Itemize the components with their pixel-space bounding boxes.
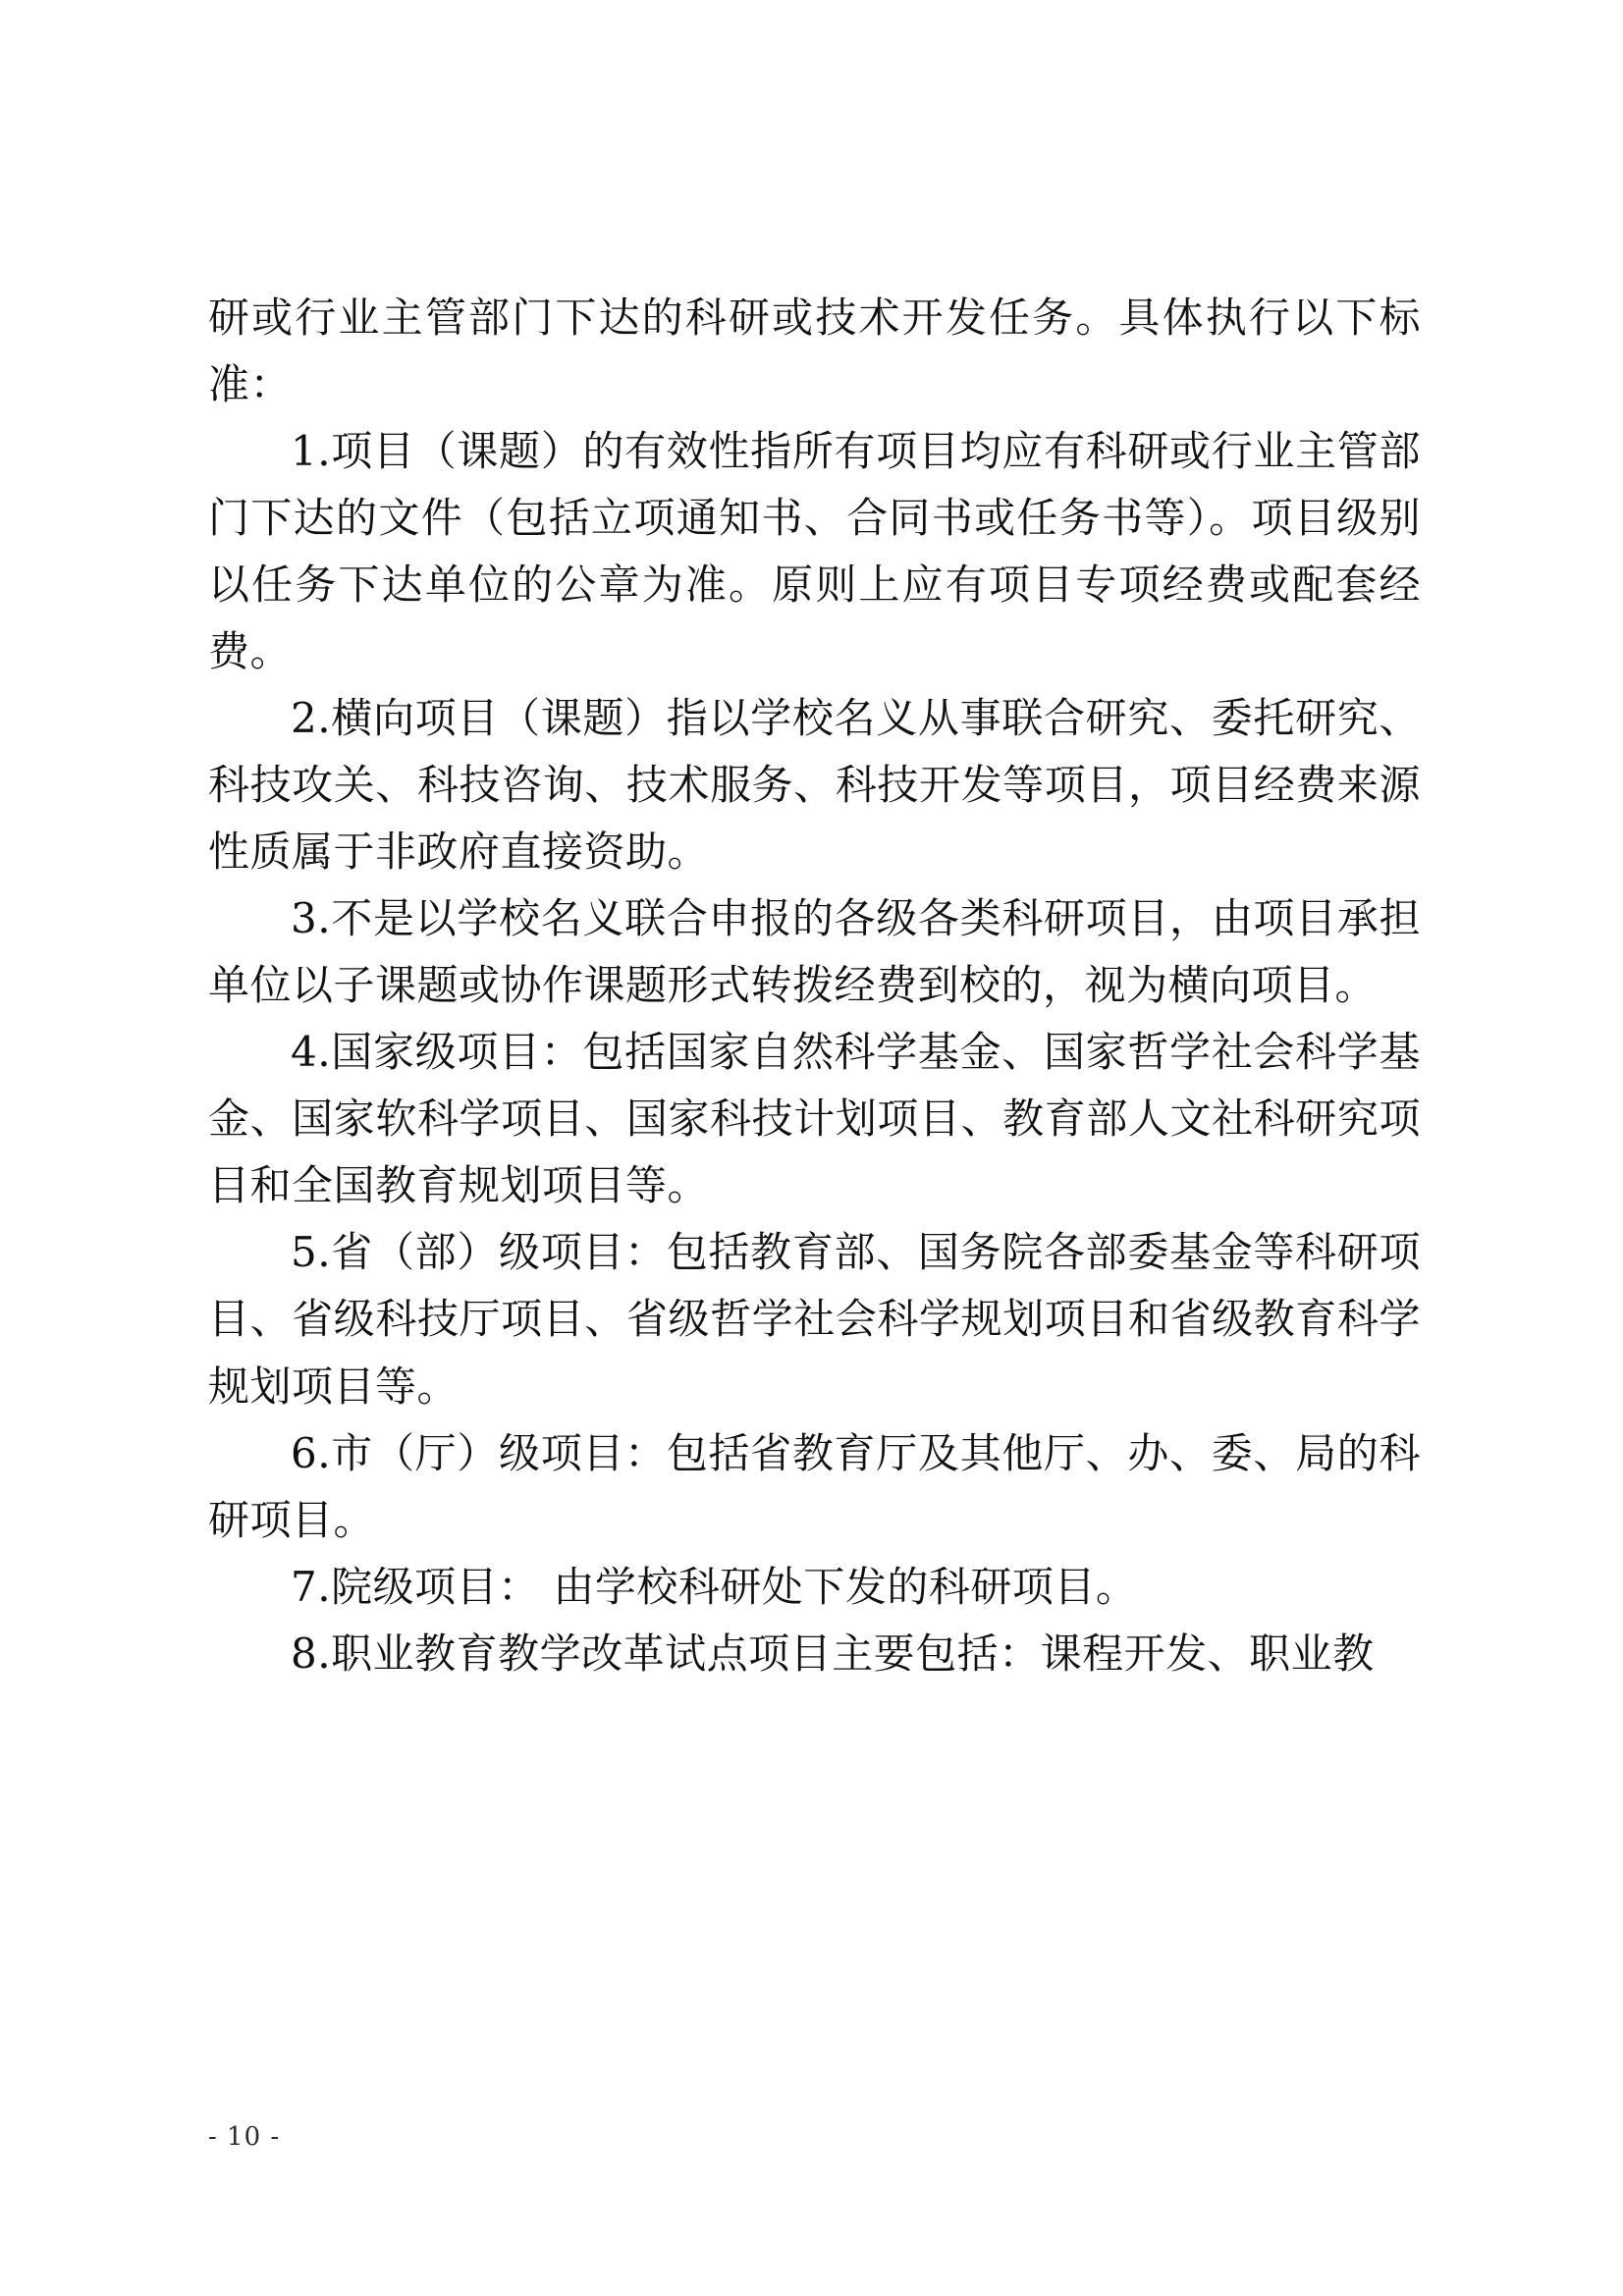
paragraph-item-1: 1.项目（课题）的有效性指所有项目均应有科研或行业主管部门下达的文件（包括立项通知书、合同书或任务书等）。项目级别以任务下达单位的公章为准。原则上应有项目专项经费或配套经费。 [208,427,1421,676]
paragraph-item-4: 4.国家级项目：包括国家自然科学基金、国家哲学社会科学基金、国家软科学项目、国家科技计划项目、教育部人文社科研究项目和全国教育规划项目等。 [208,1028,1421,1210]
paragraph-item-6: 6.市（厅）级项目：包括省教育厅及其他厅、办、委、局的科研项目。 [208,1428,1421,1544]
paragraph-continuation: 研或行业主管部门下达的科研或技术开发任务。具体执行以下标准： [208,294,1421,409]
page-body-text [208,285,1421,1687]
page-footer [208,2122,1421,2152]
paragraph-item-3: 3.不是以学校名义联合申报的各级各类科研项目，由项目承担单位以子课题或协作课题形式转拨经费到校的，视为横向项目。 [208,894,1421,1010]
page-number: - 10 - [208,2122,281,2152]
paragraph-item-7: 7.院级项目： 由学校科研处下发的科研项目。 [291,1562,1138,1611]
paragraph-item-5: 5.省（部）级项目：包括教育部、国务院各部委基金等科研项目、省级科技厅项目、省级哲学社会科学规划项目和省级教育科学规划项目等。 [208,1228,1421,1411]
paragraph-item-8: 8.职业教育教学改革试点项目主要包括：课程开发、职业教 [291,1629,1375,1678]
paragraph-item-2: 2.横向项目（课题）指以学校名义从事联合研究、委托研究、科技攻关、科技咨询、技术服务、科技开发等项目，项目经费来源性质属于非政府直接资助。 [208,694,1421,877]
